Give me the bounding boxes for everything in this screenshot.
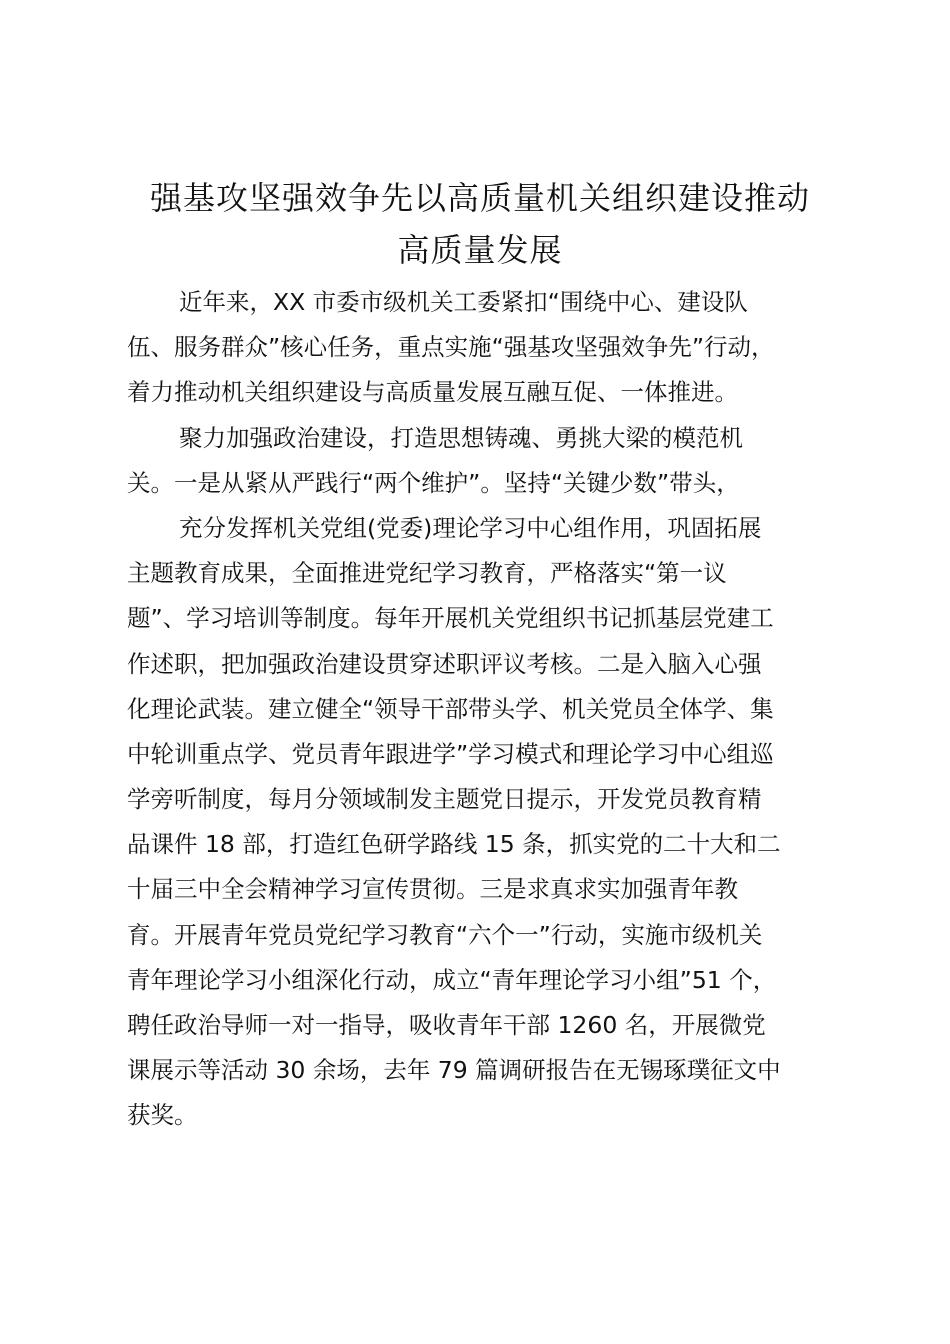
paragraph-political-building	[127, 416, 832, 506]
paragraph-line: 青年理论学习小组深化行动，成立“青年理论学习小组”51 个，	[127, 965, 777, 994]
paragraph-line: 中轮训重点学、党员青年跟进学”学习模式和理论学习中心组巡	[127, 739, 774, 768]
paragraph-line: 作述职，把加强政治建设贯穿述职评议考核。二是入脑入心强	[127, 649, 762, 678]
paragraph-line: 关。一是从紧从严践行“两个维护”。坚持“关键少数”带头，	[127, 468, 740, 497]
document-body	[127, 280, 832, 1139]
paragraph-line: 充分发挥机关党组(党委)理论学习中心组作用，巩固拓展	[179, 513, 762, 542]
paragraph-line: 主题教育成果，全面推进党纪学习教育，严格落实“第一议	[127, 559, 727, 588]
paragraph-line: 育。开展青年党员党纪学习教育“六个一”行动，实施市级机关	[127, 920, 763, 949]
paragraph-line: 获奖。	[127, 1101, 198, 1130]
document-title	[110, 172, 850, 276]
paragraph-intro	[127, 280, 832, 416]
title-line-1: 强基攻坚强效争先以高质量机关组织建设推动	[149, 179, 810, 217]
paragraph-line: 品课件 18 部，打造红色研学路线 15 条，抓实党的二十大和二	[127, 830, 781, 859]
paragraph-line: 学旁听制度，每月分领域制发主题党日提示，开发党员教育精	[127, 785, 762, 814]
paragraph-line: 聚力加强政治建设，打造思想铸魂、勇挑大梁的模范机	[179, 423, 743, 452]
paragraph-line: 十届三中全会精神学习宣传贯彻。三是求真求实加强青年教	[127, 875, 738, 904]
paragraph-line: 课展示等活动 30 余场，去年 79 篇调研报告在无锡琢璞征文中	[127, 1056, 781, 1085]
paragraph-line: 伍、服务群众”核心任务，重点实施“强基攻坚强效争先”行动，	[127, 333, 775, 362]
paragraph-line: 化理论武装。建立健全“领导干部带头学、机关党员全体学、集	[127, 694, 774, 723]
paragraph-theory-study	[127, 506, 832, 1139]
paragraph-line: 题”、学习培训等制度。每年开展机关党组织书记抓基层党建工	[127, 604, 774, 633]
paragraph-line: 聘任政治导师一对一指导，吸收青年干部 1260 名，开展微党	[127, 1011, 766, 1039]
paragraph-line: 着力推动机关组织建设与高质量发展互融互促、一体推进。	[127, 378, 738, 407]
paragraph-line: 近年来，XX 市委市级机关工委紧扣“围绕中心、建设队	[179, 288, 748, 316]
title-line-2: 高质量发展	[397, 231, 563, 269]
